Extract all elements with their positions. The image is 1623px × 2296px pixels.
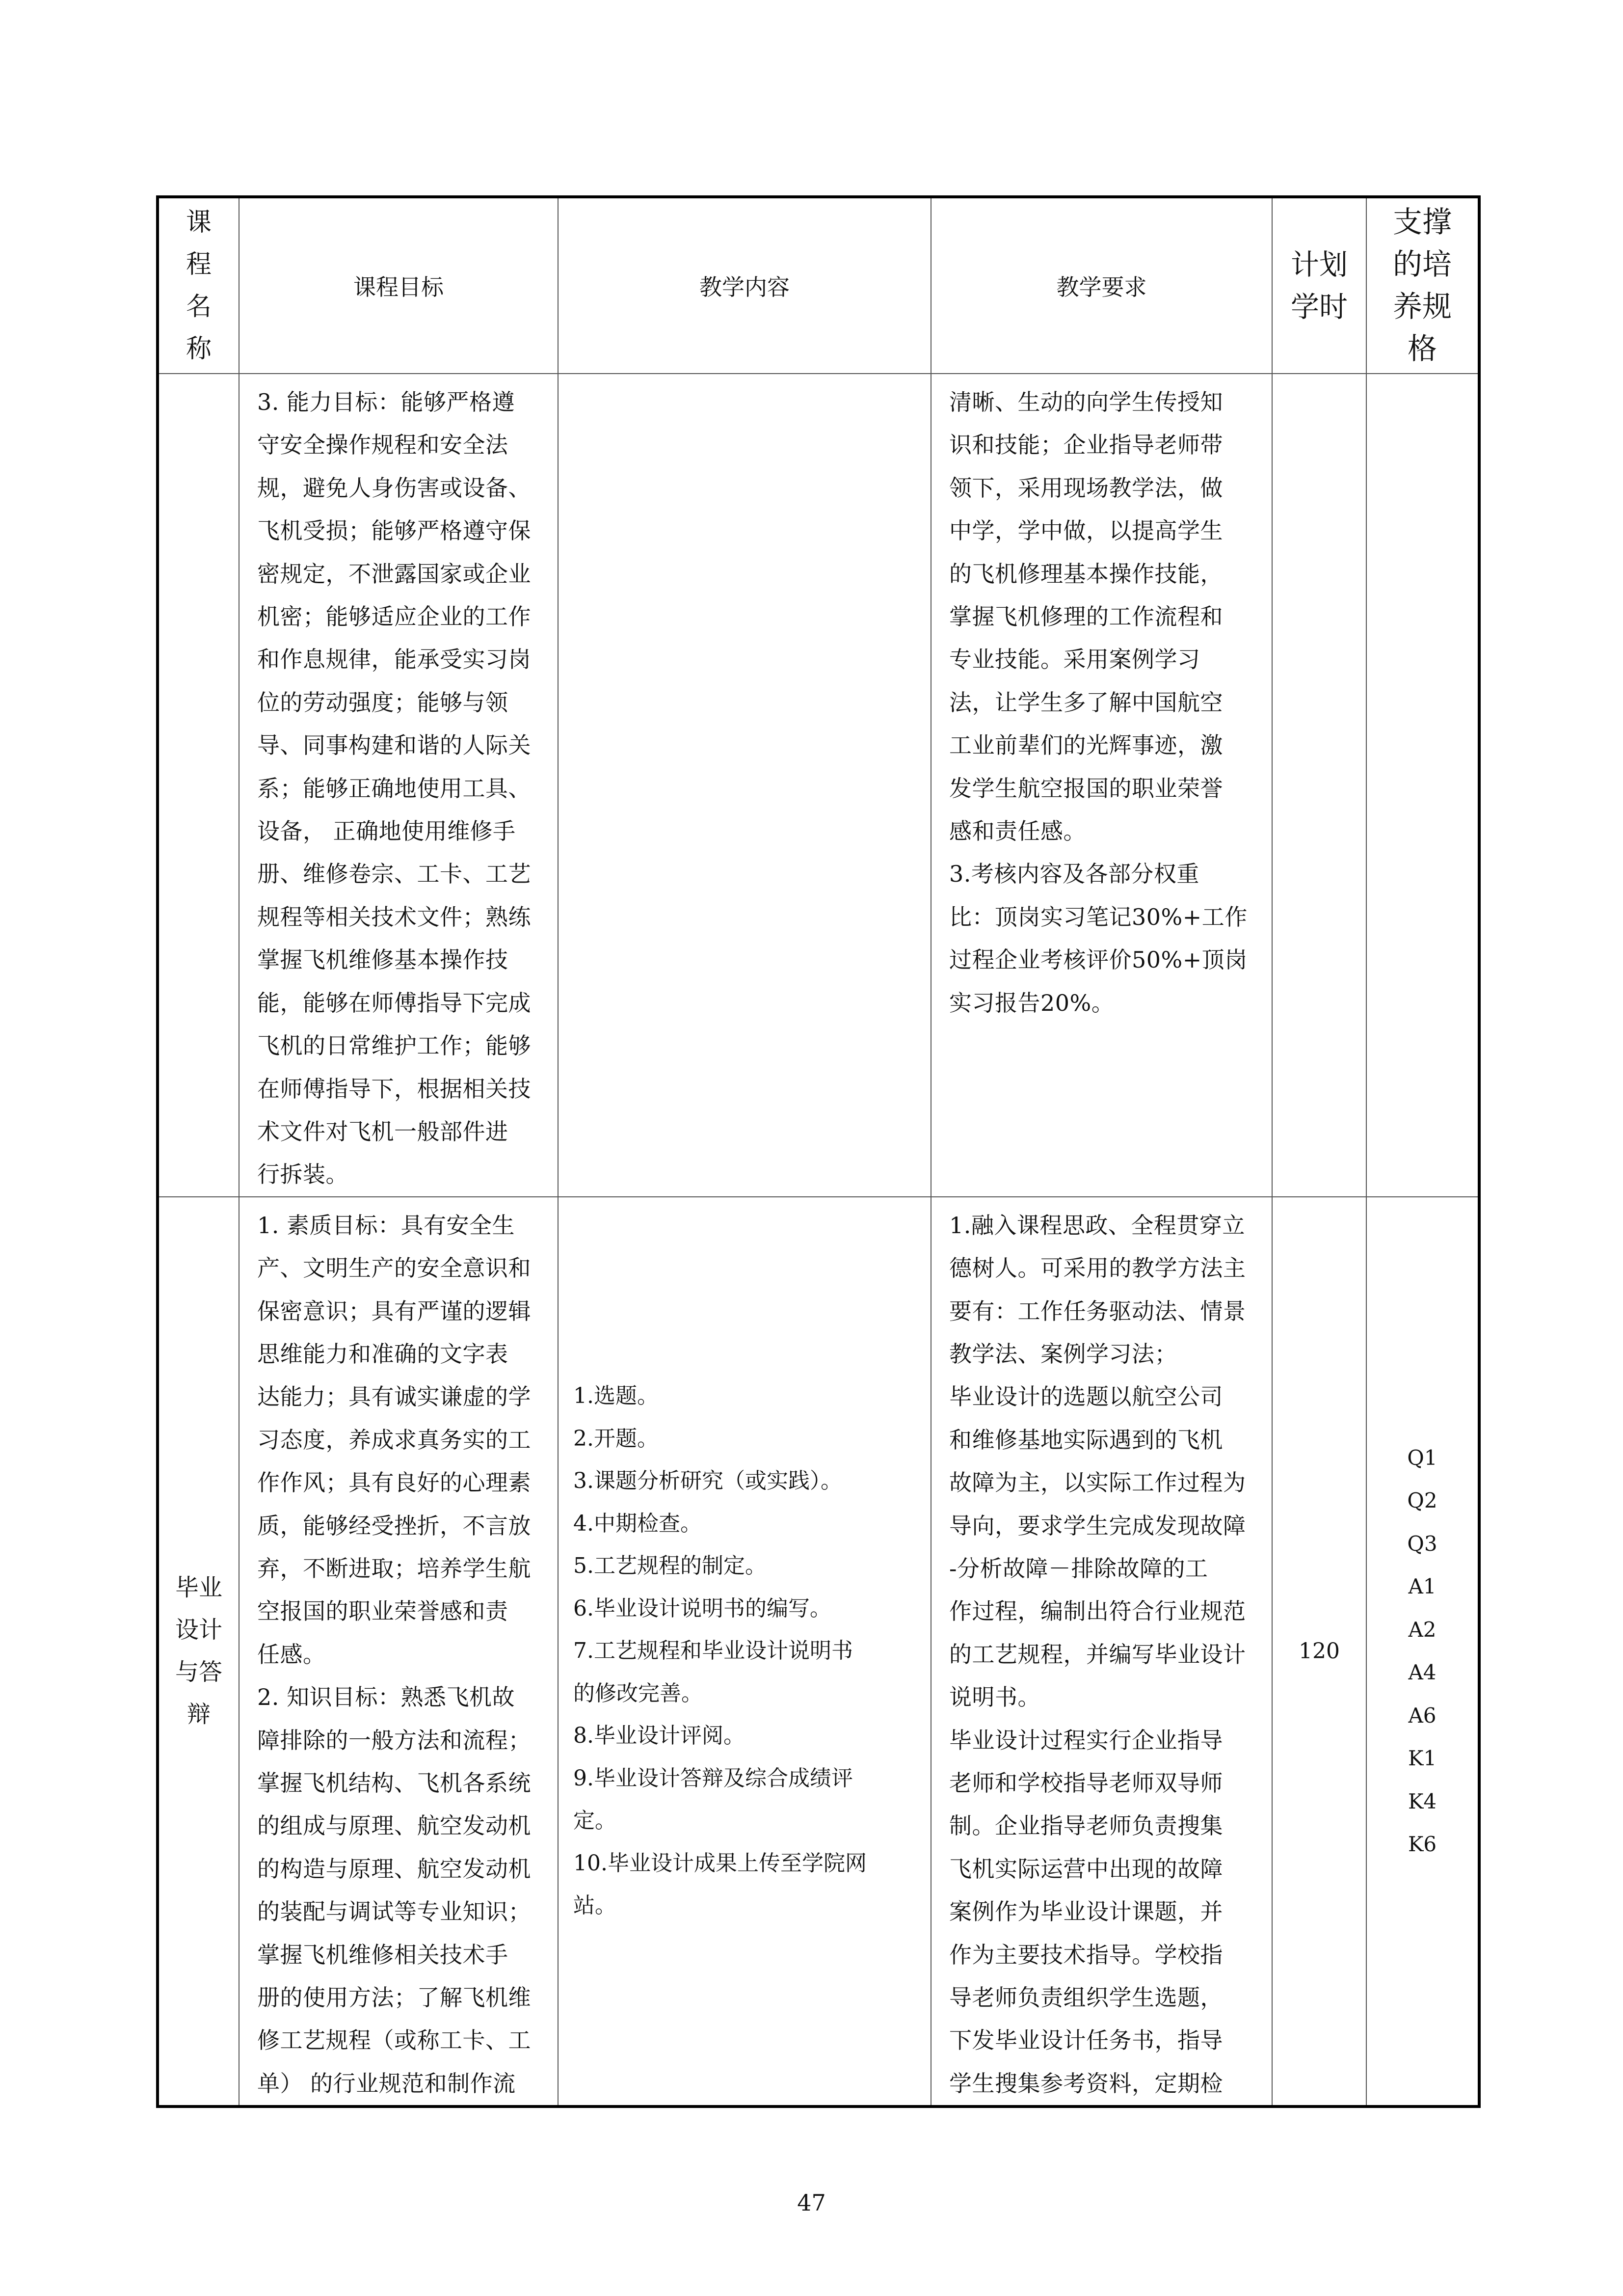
content-item: 5.工艺规程的制定。 (573, 1553, 767, 1579)
header-hours (1272, 197, 1366, 374)
row2-course-name-text: 毕业设计与答辩 (175, 1574, 222, 1729)
row1-spec (1366, 374, 1479, 1197)
content-item: 3.课题分析研究（或实践）。 (573, 1468, 842, 1494)
row2-hours-value: 120 (1299, 1638, 1340, 1664)
row1-content (558, 374, 931, 1197)
header-spec (1366, 197, 1479, 374)
content-item: 9.毕业设计答辩及综合成绩评 定。 (573, 1765, 853, 1834)
row2-spec-list (1407, 1436, 1437, 1866)
row1-goals-text: 3. 能力目标：能够严格遵 守安全操作规程和安全法 规，避免人身伤害或设备、 飞机受损；能够严格遵守保 密规定，不泄露国家或企业 机密；能够适应企业的工作 和作息规律，能承受实习岗 位的劳动强度；能够与领 导、同事构建和谐的人际关 系；能够正确地使用工具、 设备， 正确地使用维修手 册、维修卷宗、工卡、工艺 规程等相关技术文件；熟练 掌握飞机维修基本操作技 能，能够在师傅指导下完成 飞机的日常维护工作；能够 在师傅指导下，根据相关技 术文件对飞机一般部件进 行拆装。 (257, 389, 531, 1188)
course-table (156, 195, 1481, 2108)
content-item: 6.毕业设计说明书的编写。 (573, 1595, 831, 1621)
table-row (158, 374, 1479, 1197)
spec-item: A2 (1408, 1617, 1437, 1642)
content-item: 8.毕业设计评阅。 (573, 1723, 745, 1749)
content-item: 2.开题。 (573, 1426, 659, 1451)
row2-requirements (931, 1197, 1272, 2107)
spec-item: Q3 (1407, 1531, 1437, 1556)
spec-item: A6 (1408, 1703, 1437, 1728)
spec-item: A1 (1408, 1574, 1437, 1599)
row2-spec (1366, 1197, 1479, 2107)
row1-hours (1272, 374, 1366, 1197)
row2-content (558, 1197, 931, 2107)
header-spec-text: 支撑的培养规格 (1393, 205, 1452, 366)
row1-course-name (158, 374, 239, 1197)
header-goals (239, 197, 558, 374)
row1-goals (239, 374, 558, 1197)
row2-goals-text: 1. 素质目标：具有安全生 产、文明生产的安全意识和 保密意识；具有严谨的逻辑 思维能力和准确的文字表 达能力；具有诚实谦虚的学 习态度，养成求真务实的工 作作风；具有良好的心理素 质，能够经受挫折，不言放 弃，不断进取；培养学生航 空报国的职业荣誉感和责 任感。 2. 知识目标：熟悉飞机故 障排除的一般方法和流程； 掌握飞机结构、飞机各系统 的组成与原理、航空发动机 的构造与原理、航空发动机 的装配与调试等专业知识； 掌握飞机维修相关技术手 册的使用方法；了解飞机维 修工艺规程（或称工卡、工 单） 的行业规范和制作流 (257, 1212, 531, 2097)
header-goals-text: 课程目标 (353, 274, 444, 300)
header-content-text: 教学内容 (699, 274, 790, 300)
row1-requirements (931, 374, 1272, 1197)
row1-requirements-text: 清晰、生动的向学生传授知 识和技能；企业指导老师带 领下，采用现场教学法，做 中学，学中做，以提高学生 的飞机修理基本操作技能， 掌握飞机修理的工作流程和 专业技能。采用案例学习 法，让学生多了解中国航空 工业前辈们的光辉事迹，激 发学生航空报国的职业荣誉 感和责任感。 3.考核内容及各部分权重 比：顶岗实习笔记30%+工作 过程企业考核评价50%+顶岗 实习报告20%。 (949, 389, 1248, 1016)
row2-hours (1272, 1197, 1366, 2107)
spec-item: K1 (1408, 1746, 1437, 1771)
page-number: 47 (797, 2189, 826, 2216)
spec-item: Q2 (1407, 1488, 1437, 1513)
content-item: 10.毕业设计成果上传至学院网 站。 (573, 1850, 867, 1918)
spec-item: K4 (1408, 1789, 1437, 1813)
row2-requirements-text: 1.融入课程思政、全程贯穿立 德树人。可采用的教学方法主 要有：工作任务驱动法、情景 教学法、案例学习法； 毕业设计的选题以航空公司 和维修基地实际遇到的飞机 故障为主，以实际工作过程为 导向，要求学生完成发现故障 -分析故障－排除故障的工 作过程，编制出符合行业规范 的工艺规程，并编写毕业设计 说明书。 毕业设计过程实行企业指导 老师和学校指导老师双导师 制。企业指导老师负责搜集 飞机实际运营中出现的故障 案例作为毕业设计课题，并 作为主要技术指导。学校指 导老师负责组织学生选题， 下发毕业设计任务书，指导 学生搜集参考资料，定期检 (949, 1212, 1246, 2097)
content-item: 1.选题。 (573, 1383, 659, 1409)
header-hours-text: 计划学时 (1290, 248, 1348, 324)
content-item: 4.中期检查。 (573, 1511, 702, 1536)
row2-goals (239, 1197, 558, 2107)
spec-item: Q1 (1407, 1445, 1437, 1470)
spec-item: A4 (1408, 1660, 1437, 1685)
header-course-name (158, 197, 239, 374)
table-header-row (158, 197, 1479, 374)
header-requirements-text: 教学要求 (1056, 274, 1147, 300)
table-row (158, 1197, 1479, 2107)
spec-item: K6 (1408, 1832, 1437, 1857)
header-course-name-text: 课程名称 (186, 208, 212, 364)
row2-course-name (158, 1197, 239, 2107)
content-item: 7.工艺规程和毕业设计说明书 的修改完善。 (573, 1638, 853, 1706)
row2-content-list (559, 1375, 872, 1927)
header-content (558, 197, 931, 374)
header-requirements (931, 197, 1272, 374)
